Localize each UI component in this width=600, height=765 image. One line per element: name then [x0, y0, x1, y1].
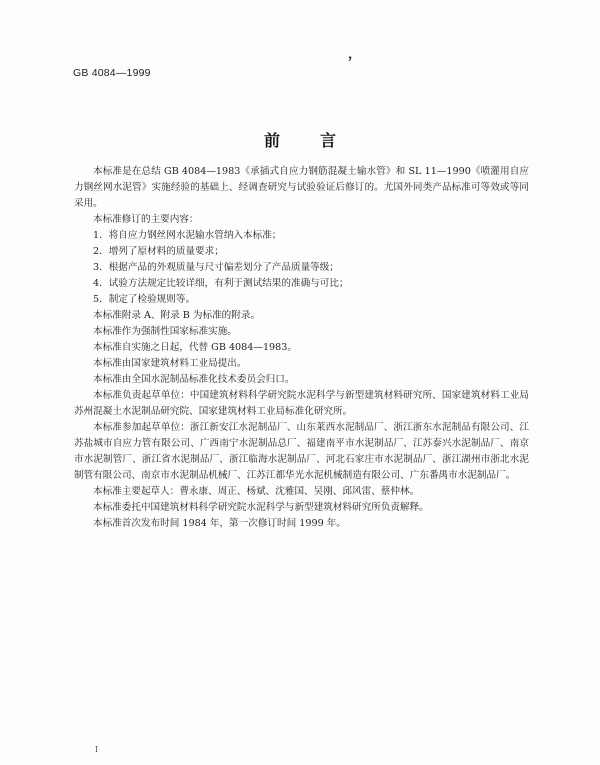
paragraph-participants: 本标准参加起草单位：浙江新安江水泥制品厂、山东莱西水泥制品厂、浙江浙东水泥制品有限公司、江苏盐城市自应力管有限公司、广西南宁水泥制品总厂、福建南平市水泥制品厂、江苏泰兴水泥制品厂、南京市水泥制管厂、浙江省水泥制品厂、浙江临海水泥制品厂、河北石家庄市水泥制品厂、浙江湖州市浙北水泥制管有限公司、南京市水泥制品机械厂、江苏江都华光水泥机械制造有限公司、广东番禺市水泥制品厂。 [74, 422, 529, 481]
paragraph-revision-heading: 本标准修订的主要内容： [93, 214, 199, 225]
paragraph-replaces: 本标准自实施之日起，代替 GB 4084—1983。 [93, 342, 297, 353]
list-item: 2．增列了原材料的质量要求； [93, 246, 224, 257]
page-title: 前言 [263, 131, 376, 150]
list-item: 1．将自应力钢丝网水泥输水管纳入本标准； [93, 230, 282, 241]
paragraph-interpretation: 本标准委托中国建筑材料科学研究院水泥科学与新型建筑材料研究所负责解释。 [93, 502, 429, 513]
paragraph-drafters: 本标准主要起草人：曹永康、周正、杨斌、沈雅国、吴刚、邱风雷、蔡仲林。 [93, 486, 420, 497]
list-item: 5．制定了检验规则等。 [93, 294, 196, 305]
paragraph-proposer: 本标准由国家建筑材料工业局提出。 [93, 358, 247, 369]
paragraph-history: 本标准首次发布时间 1984 年，第一次修订时间 1999 年。 [93, 518, 346, 529]
paragraph-committee: 本标准由全国水泥制品标准化技术委员会归口。 [93, 374, 295, 385]
foreword-body [74, 164, 529, 532]
page-number: I [95, 745, 99, 754]
paragraph-lead-drafter: 本标准负责起草单位：中国建筑材料科学研究院水泥科学与新型建筑材料研究所、国家建筑材料工业局苏州混凝土水泥制品研究院、国家建筑材料工业局标准化研究所。 [74, 390, 529, 417]
scan-mark: ， [348, 47, 362, 62]
paragraph-intro: 本标准是在总结 GB 4084—1983《承插式自应力钢筋混凝土输水管》和 SL 11—1990《喷灌用自应力钢丝网水泥管》实施经验的基础上、经调查研究与试验验证后修订的。尤国外同类产品标准可等效或等同采用。 [74, 166, 529, 209]
paragraph-appendix: 本标准附录 A、附录 B 为标准的附录。 [93, 310, 261, 321]
list-item: 4．试验方法规定比较详细，有利于测试结果的准确与可比； [93, 278, 349, 289]
paragraph-mandatory: 本标准作为强制性国家标准实施。 [93, 326, 237, 337]
standard-code: GB 4084—1999 [73, 67, 151, 79]
list-item: 3．根据产品的外观质量与尺寸偏差划分了产品质量等级； [93, 262, 339, 273]
